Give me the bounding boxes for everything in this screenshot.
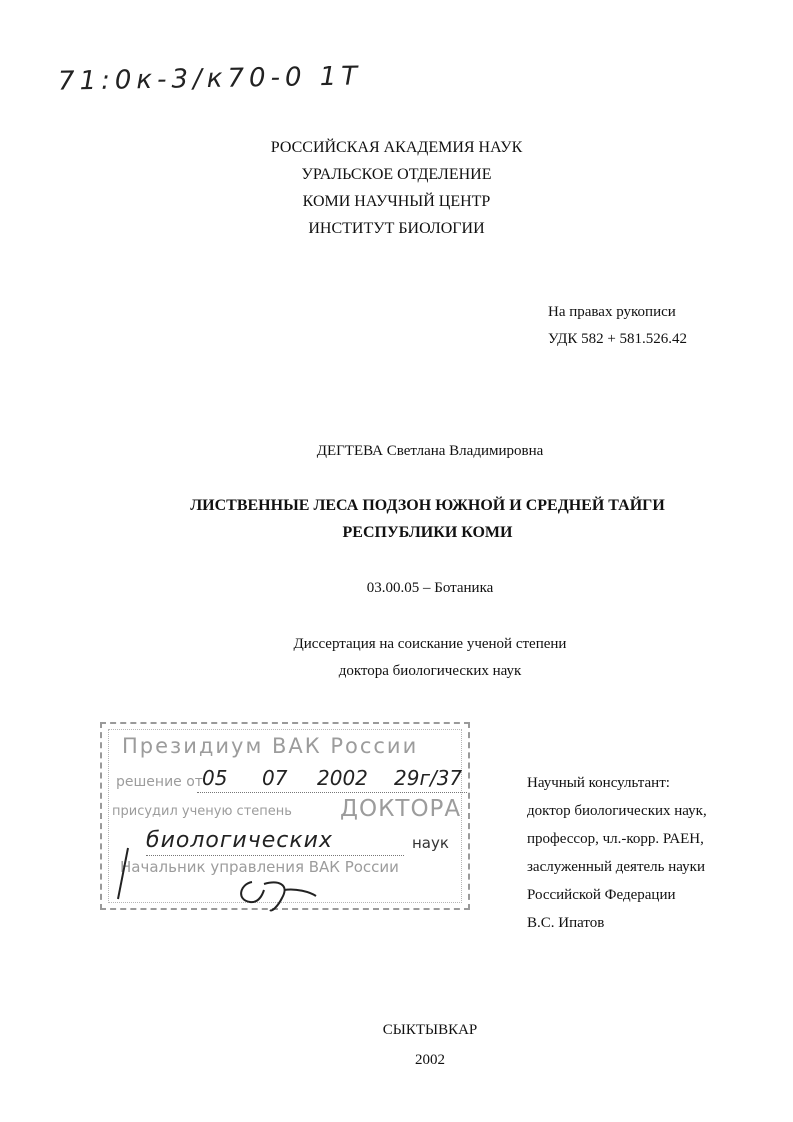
stamp-sciences: наук (412, 834, 449, 852)
city: СЫКТЫВКАР (382, 1022, 478, 1038)
stamp-decision-label: решение от (116, 774, 203, 790)
stamp-signature-stroke (118, 848, 128, 899)
dissertation-title-line-2: РЕСПУБЛИКИ КОМИ (342, 524, 513, 541)
author-name: ДЕГТЕВА Светлана Владимировна (316, 443, 544, 459)
dissertation-type-line-1: Диссертация на соискание ученой степени (293, 636, 567, 652)
handwritten-catalog-number: 71:0к-3/к70-0 1Т (57, 61, 363, 97)
udc-code: УДК 582 + 581.526.42 (548, 331, 688, 347)
stamp-head-label: Начальник управления ВАК России (120, 858, 399, 876)
specialty-code: 03.00.05 – Ботаника (366, 580, 494, 596)
consultant-honor-line-2: Российской Федерации (527, 887, 676, 903)
vak-approval-stamp (100, 722, 470, 910)
manuscript-rights: На правах рукописи (548, 304, 676, 320)
stamp-signature-marks (102, 724, 472, 912)
consultant-position: профессор, чл.-корр. РАЕН, (527, 831, 704, 847)
signature-icon (241, 882, 316, 910)
stamp-date-year: 2002 (317, 766, 368, 790)
stamp-date-day: 05 (202, 766, 228, 790)
consultant-honor-line-1: заслуженный деятель науки (527, 859, 705, 875)
dissertation-title-line-1: ЛИСТВЕННЫЕ ЛЕСА ПОДЗОН ЮЖНОЙ И СРЕДНЕЙ ТАЙГИ (190, 497, 665, 514)
stamp-field-handwritten: биологических (146, 828, 333, 853)
institution-line-2: УРАЛЬСКОЕ ОТДЕЛЕНИЕ (301, 166, 492, 183)
stamp-degree: ДОКТОРА (340, 796, 462, 822)
stamp-header: Президиум ВАК России (122, 734, 419, 758)
consultant-name: В.С. Ипатов (527, 915, 605, 931)
stamp-date-month: 07 (262, 766, 288, 790)
institution-line-1: РОССИЙСКАЯ АКАДЕМИЯ НАУК (270, 139, 523, 156)
dissertation-type-line-2: доктора биологических наук (338, 663, 522, 679)
stamp-decision-number: 29г/37 (394, 766, 463, 790)
institution-line-3: КОМИ НАУЧНЫЙ ЦЕНТР (302, 193, 491, 210)
consultant-degree: доктор биологических наук, (527, 803, 707, 819)
consultant-label: Научный консультант: (527, 775, 670, 791)
institution-line-4: ИНСТИТУТ БИОЛОГИИ (308, 220, 485, 237)
year: 2002 (415, 1052, 445, 1068)
stamp-awarded-label: присудил ученую степень (112, 804, 292, 819)
